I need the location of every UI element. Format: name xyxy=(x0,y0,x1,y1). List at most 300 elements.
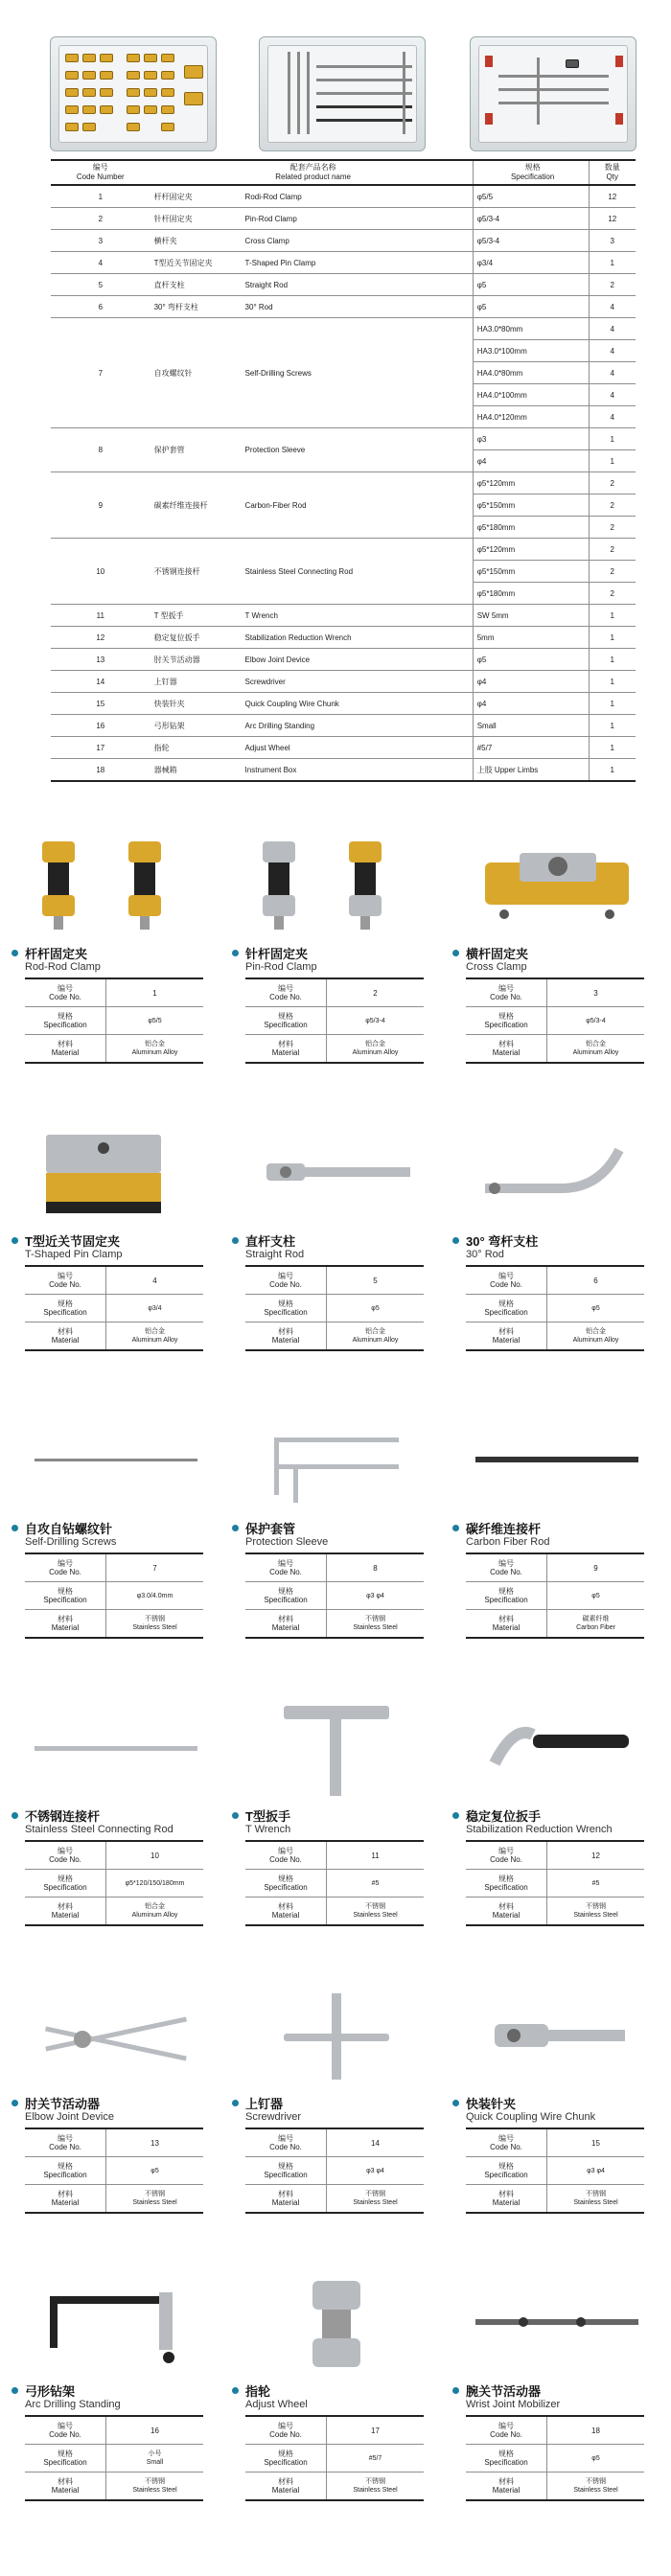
row-qty: 1 xyxy=(589,649,636,671)
row-name-en: Screwdriver xyxy=(245,671,474,693)
product-name-cn: 肘关节活动器 xyxy=(25,2097,101,2111)
product-name-en: Rod-Rod Clamp xyxy=(25,961,101,973)
row-code: 18 xyxy=(51,759,150,782)
material-value: 不锈钢 Stainless Steel xyxy=(547,2472,645,2501)
row-spec: φ5/3-4 xyxy=(473,208,589,230)
product-heading xyxy=(25,1234,207,1261)
row-spec: φ4 xyxy=(473,450,589,472)
product-name-cn: 弓形钻架 xyxy=(25,2384,76,2399)
row-spec: HA3.0*80mm xyxy=(473,318,589,340)
spec-label: 规格 Specification xyxy=(245,1007,327,1035)
product-heading xyxy=(245,947,428,974)
row-qty: 1 xyxy=(589,252,636,274)
row-code: 2 xyxy=(51,208,150,230)
row-name-cn: 指轮 xyxy=(150,737,245,759)
bullet-icon xyxy=(452,2387,459,2394)
product-name-cn: 稳定复位扳手 xyxy=(466,1809,542,1824)
code-label: 编号 Code No. xyxy=(245,978,327,1007)
row-qty: 4 xyxy=(589,296,636,318)
table-row xyxy=(51,296,636,318)
material-label: 材料 Material xyxy=(245,1322,327,1351)
row-name-en: Self-Drilling Screws xyxy=(245,318,474,428)
table-row xyxy=(51,428,636,450)
row-spec: 上肢 Upper Limbs xyxy=(473,759,589,782)
table-row xyxy=(245,1582,424,1610)
table-row xyxy=(245,2445,424,2472)
product-spec-table xyxy=(245,2128,424,2214)
spec-value: φ5*120/150/180mm xyxy=(106,1870,204,1898)
product-photo xyxy=(245,1409,428,1514)
table-row xyxy=(25,1007,203,1035)
row-spec: HA4.0*120mm xyxy=(473,406,589,428)
table-row xyxy=(25,1553,203,1582)
product-name-en: Arc Drilling Standing xyxy=(25,2399,121,2410)
product-name-en: Straight Rod xyxy=(245,1249,305,1260)
spec-value: 小号 Small xyxy=(106,2445,204,2472)
product-name-en: Stainless Steel Connecting Rod xyxy=(25,1824,174,1835)
row-name-cn: 30° 弯杆支柱 xyxy=(150,296,245,318)
table-row xyxy=(51,759,636,782)
code-label: 编号 Code No. xyxy=(466,1553,547,1582)
table-row xyxy=(466,1322,644,1351)
bullet-icon xyxy=(12,2100,18,2106)
code-label: 编号 Code No. xyxy=(25,1266,106,1295)
bullet-icon xyxy=(452,1525,459,1531)
bullet-icon xyxy=(12,950,18,956)
material-label: 材料 Material xyxy=(25,1035,106,1064)
table-row xyxy=(466,1870,644,1898)
product-name-en: Quick Coupling Wire Chunk xyxy=(466,2111,596,2123)
code-value: 3 xyxy=(547,978,645,1007)
product-heading xyxy=(25,2384,207,2411)
product-heading xyxy=(466,947,648,974)
table-row xyxy=(25,1870,203,1898)
material-label: 材料 Material xyxy=(25,1610,106,1639)
table-row xyxy=(245,1841,424,1870)
code-label: 编号 Code No. xyxy=(245,1553,327,1582)
table-row xyxy=(466,1035,644,1064)
row-name-en: Carbon-Fiber Rod xyxy=(245,472,474,539)
row-qty: 2 xyxy=(589,494,636,517)
table-row xyxy=(51,627,636,649)
table-row xyxy=(51,539,636,561)
spec-value: φ5 xyxy=(547,1582,645,1610)
material-value: 铝合金 Aluminum Alloy xyxy=(106,1898,204,1926)
bullet-icon xyxy=(452,2100,459,2106)
table-row xyxy=(245,1322,424,1351)
table-row xyxy=(245,1007,424,1035)
table-row xyxy=(245,2128,424,2157)
code-value: 11 xyxy=(327,1841,425,1870)
material-value: 不锈钢 Stainless Steel xyxy=(547,1898,645,1926)
material-label: 材料 Material xyxy=(25,1322,106,1351)
material-label: 材料 Material xyxy=(25,1898,106,1926)
material-value: 不锈钢 Stainless Steel xyxy=(106,1610,204,1639)
product-photo xyxy=(25,1409,207,1514)
table-row xyxy=(245,978,424,1007)
product-spec-table xyxy=(245,1840,424,1926)
table-row xyxy=(466,1841,644,1870)
row-name-en: Elbow Joint Device xyxy=(245,649,474,671)
row-name-en: Rodi-Rod Clamp xyxy=(245,185,474,208)
product-photo xyxy=(245,2271,428,2377)
material-label: 材料 Material xyxy=(466,1035,547,1064)
row-qty: 1 xyxy=(589,715,636,737)
table-row xyxy=(51,318,636,340)
spec-value: φ3.0/4.0mm xyxy=(106,1582,204,1610)
table-row xyxy=(245,1266,424,1295)
table-row xyxy=(25,1266,203,1295)
row-spec: φ4 xyxy=(473,671,589,693)
code-value: 14 xyxy=(327,2128,425,2157)
spec-value: #5/7 xyxy=(327,2445,425,2472)
product-spec-table xyxy=(25,1840,203,1926)
product-name-cn: 30° 弯杆支柱 xyxy=(466,1234,539,1249)
code-label: 编号 Code No. xyxy=(245,1266,327,1295)
product-name-cn: T型扳手 xyxy=(245,1809,290,1824)
product-spec-table xyxy=(25,1552,203,1639)
product-heading xyxy=(25,2097,207,2124)
table-row xyxy=(245,1553,424,1582)
row-spec: φ5*150mm xyxy=(473,561,589,583)
bullet-icon xyxy=(452,1812,459,1819)
table-row xyxy=(466,2128,644,2157)
product-spec-table xyxy=(25,2415,203,2501)
product-photo xyxy=(25,2271,207,2377)
table-row xyxy=(466,2157,644,2185)
spec-value: #5 xyxy=(547,1870,645,1898)
product-name-en: Screwdriver xyxy=(245,2111,302,2123)
product-spec-table xyxy=(245,978,424,1064)
table-row xyxy=(51,605,636,627)
code-value: 5 xyxy=(327,1266,425,1295)
product-heading xyxy=(466,1522,648,1549)
row-code: 15 xyxy=(51,693,150,715)
spec-value: φ5 xyxy=(106,2157,204,2185)
product-photo xyxy=(466,834,648,939)
table-row xyxy=(466,1295,644,1322)
table-row xyxy=(245,1295,424,1322)
bullet-icon xyxy=(232,1525,239,1531)
table-row xyxy=(51,715,636,737)
table-row xyxy=(25,2157,203,2185)
material-value: 铝合金 Aluminum Alloy xyxy=(327,1322,425,1351)
code-value: 1 xyxy=(106,978,204,1007)
table-row xyxy=(466,1610,644,1639)
spec-label: 规格 Specification xyxy=(466,1582,547,1610)
row-name-cn: 弓形钻架 xyxy=(150,715,245,737)
row-spec: φ5*120mm xyxy=(473,472,589,494)
table-row xyxy=(51,252,636,274)
table-row xyxy=(25,2128,203,2157)
table-row xyxy=(466,1007,644,1035)
table-row xyxy=(25,1035,203,1064)
row-qty: 1 xyxy=(589,693,636,715)
material-value: 不锈钢 Stainless Steel xyxy=(327,2185,425,2214)
row-qty: 1 xyxy=(589,627,636,649)
row-spec: Small xyxy=(473,715,589,737)
table-row xyxy=(51,737,636,759)
row-name-cn: 针杆固定夹 xyxy=(150,208,245,230)
row-code: 12 xyxy=(51,627,150,649)
table-row xyxy=(245,2416,424,2445)
product-name-en: Wrist Joint Mobilizer xyxy=(466,2399,561,2410)
table-row xyxy=(25,2472,203,2501)
spec-label: 规格 Specification xyxy=(25,2445,106,2472)
code-label: 编号 Code No. xyxy=(466,1266,547,1295)
product-name-cn: 杆杆固定夹 xyxy=(25,947,88,961)
product-spec-table xyxy=(25,2128,203,2214)
row-spec: φ5*180mm xyxy=(473,583,589,605)
bullet-icon xyxy=(452,1237,459,1244)
spec-label: 规格 Specification xyxy=(25,1870,106,1898)
row-spec: φ5/3-4 xyxy=(473,230,589,252)
row-name-en: Cross Clamp xyxy=(245,230,474,252)
row-qty: 4 xyxy=(589,384,636,406)
table-row xyxy=(25,2445,203,2472)
row-spec: φ5*120mm xyxy=(473,539,589,561)
row-name-en: T Wrench xyxy=(245,605,474,627)
code-label: 编号 Code No. xyxy=(245,1841,327,1870)
component-spec-table xyxy=(51,159,636,782)
table-row xyxy=(25,1610,203,1639)
product-heading xyxy=(25,1522,207,1549)
material-label: 材料 Material xyxy=(466,1322,547,1351)
material-label: 材料 Material xyxy=(25,2185,106,2214)
col-header-name: 配套产品名称 Related product name xyxy=(150,160,474,185)
code-value: 7 xyxy=(106,1553,204,1582)
row-code: 3 xyxy=(51,230,150,252)
product-photo xyxy=(466,1696,648,1802)
row-spec: φ3 xyxy=(473,428,589,450)
material-label: 材料 Material xyxy=(466,1898,547,1926)
row-name-cn: 自攻螺纹针 xyxy=(150,318,245,428)
tray-photo-instruments xyxy=(470,36,636,151)
table-row xyxy=(51,208,636,230)
code-value: 6 xyxy=(547,1266,645,1295)
row-qty: 12 xyxy=(589,185,636,208)
row-qty: 1 xyxy=(589,428,636,450)
product-spec-table xyxy=(466,2128,644,2214)
spec-label: 规格 Specification xyxy=(245,2445,327,2472)
col-header-qty: 数量 Qty xyxy=(589,160,636,185)
product-photo xyxy=(466,1984,648,2089)
spec-label: 规格 Specification xyxy=(25,1295,106,1322)
material-value: 铝合金 Aluminum Alloy xyxy=(547,1035,645,1064)
spec-label: 规格 Specification xyxy=(245,2157,327,2185)
row-code: 11 xyxy=(51,605,150,627)
bullet-icon xyxy=(12,1237,18,1244)
material-label: 材料 Material xyxy=(25,2472,106,2501)
spec-value: φ3 φ4 xyxy=(327,1582,425,1610)
product-spec-table xyxy=(466,1840,644,1926)
material-value: 不锈钢 Stainless Steel xyxy=(547,2185,645,2214)
product-spec-table xyxy=(245,1265,424,1351)
row-qty: 4 xyxy=(589,340,636,362)
material-value: 铝合金 Aluminum Alloy xyxy=(106,1322,204,1351)
row-spec: φ5 xyxy=(473,274,589,296)
row-name-en: 30° Rod xyxy=(245,296,474,318)
row-spec: φ5 xyxy=(473,296,589,318)
code-label: 编号 Code No. xyxy=(466,2416,547,2445)
product-name-en: Cross Clamp xyxy=(466,961,527,973)
row-name-en: Adjust Wheel xyxy=(245,737,474,759)
spec-value: φ5/5 xyxy=(106,1007,204,1035)
table-row xyxy=(25,1841,203,1870)
spec-label: 规格 Specification xyxy=(245,1295,327,1322)
product-spec-table xyxy=(466,1265,644,1351)
code-label: 编号 Code No. xyxy=(466,1841,547,1870)
row-name-en: Stabilization Reduction Wrench xyxy=(245,627,474,649)
table-row xyxy=(245,1035,424,1064)
row-spec: φ5 xyxy=(473,649,589,671)
row-name-cn: 直杆支柱 xyxy=(150,274,245,296)
product-name-en: T-Shaped Pin Clamp xyxy=(25,1249,123,1260)
product-heading xyxy=(25,947,207,974)
row-code: 7 xyxy=(51,318,150,428)
row-name-cn: T型近关节固定夹 xyxy=(150,252,245,274)
material-value: 铝合金 Aluminum Alloy xyxy=(547,1322,645,1351)
spec-label: 规格 Specification xyxy=(245,1870,327,1898)
code-value: 10 xyxy=(106,1841,204,1870)
table-row xyxy=(466,1582,644,1610)
row-spec: φ5*180mm xyxy=(473,517,589,539)
row-name-en: Protection Sleeve xyxy=(245,428,474,472)
table-row xyxy=(466,2472,644,2501)
spec-value: φ3 φ4 xyxy=(547,2157,645,2185)
row-code: 4 xyxy=(51,252,150,274)
row-code: 10 xyxy=(51,539,150,605)
table-row xyxy=(245,2157,424,2185)
table-row xyxy=(245,1898,424,1926)
spec-label: 规格 Specification xyxy=(466,2445,547,2472)
row-code: 6 xyxy=(51,296,150,318)
spec-label: 规格 Specification xyxy=(466,1870,547,1898)
code-label: 编号 Code No. xyxy=(245,2416,327,2445)
product-heading xyxy=(245,2384,428,2411)
product-spec-table xyxy=(25,1265,203,1351)
product-heading xyxy=(245,2097,428,2124)
row-qty: 2 xyxy=(589,583,636,605)
product-name-en: Self-Drilling Screws xyxy=(25,1536,117,1548)
instrument-tray-photos xyxy=(50,36,635,153)
product-spec-table xyxy=(466,1552,644,1639)
row-spec: HA3.0*100mm xyxy=(473,340,589,362)
product-heading xyxy=(466,2384,648,2411)
material-label: 材料 Material xyxy=(245,1035,327,1064)
row-code: 13 xyxy=(51,649,150,671)
bullet-icon xyxy=(12,1525,18,1531)
bullet-icon xyxy=(232,1812,239,1819)
row-name-en: Pin-Rod Clamp xyxy=(245,208,474,230)
product-name-cn: 上钉器 xyxy=(245,2097,284,2111)
product-heading xyxy=(245,1522,428,1549)
material-value: 不锈钢 Stainless Steel xyxy=(327,1898,425,1926)
row-name-en: Quick Coupling Wire Chunk xyxy=(245,693,474,715)
product-photo xyxy=(25,834,207,939)
row-spec: φ4 xyxy=(473,693,589,715)
product-name-cn: 保护套管 xyxy=(245,1522,296,1536)
spec-value: φ3/4 xyxy=(106,1295,204,1322)
table-row xyxy=(466,2416,644,2445)
row-qty: 2 xyxy=(589,472,636,494)
code-label: 编号 Code No. xyxy=(466,2128,547,2157)
product-name-cn: 自攻自钻螺纹针 xyxy=(25,1522,113,1536)
row-spec: #5/7 xyxy=(473,737,589,759)
product-spec-table xyxy=(245,2415,424,2501)
code-label: 编号 Code No. xyxy=(245,2128,327,2157)
bullet-icon xyxy=(232,2387,239,2394)
product-name-cn: 快装针夹 xyxy=(466,2097,517,2111)
row-name-en: Instrument Box xyxy=(245,759,474,782)
table-row xyxy=(25,1582,203,1610)
spec-label: 规格 Specification xyxy=(466,1007,547,1035)
table-row xyxy=(25,1295,203,1322)
row-name-en: Straight Rod xyxy=(245,274,474,296)
product-name-cn: 横杆固定夹 xyxy=(466,947,529,961)
code-value: 16 xyxy=(106,2416,204,2445)
material-label: 材料 Material xyxy=(245,1898,327,1926)
table-row xyxy=(466,2445,644,2472)
product-heading xyxy=(245,1809,428,1836)
material-label: 材料 Material xyxy=(245,2185,327,2214)
row-qty: 4 xyxy=(589,362,636,384)
row-qty: 2 xyxy=(589,561,636,583)
row-name-cn: 碳素纤维连接杆 xyxy=(150,472,245,539)
table-row xyxy=(25,978,203,1007)
table-row xyxy=(245,1870,424,1898)
product-photo xyxy=(25,1984,207,2089)
table-row xyxy=(51,274,636,296)
row-name-cn: T 型扳手 xyxy=(150,605,245,627)
product-photo xyxy=(245,1121,428,1227)
bullet-icon xyxy=(232,950,239,956)
code-value: 2 xyxy=(327,978,425,1007)
spec-label: 规格 Specification xyxy=(25,2157,106,2185)
material-value: 铝合金 Aluminum Alloy xyxy=(106,1035,204,1064)
product-photo xyxy=(466,1409,648,1514)
row-code: 14 xyxy=(51,671,150,693)
bullet-icon xyxy=(232,2100,239,2106)
table-row xyxy=(466,978,644,1007)
row-name-cn: 横杆夹 xyxy=(150,230,245,252)
row-qty: 12 xyxy=(589,208,636,230)
table-row xyxy=(25,1322,203,1351)
material-label: 材料 Material xyxy=(466,1610,547,1639)
code-label: 编号 Code No. xyxy=(25,1553,106,1582)
material-label: 材料 Material xyxy=(245,1610,327,1639)
row-qty: 1 xyxy=(589,759,636,782)
material-value: 碳素纤维 Carbon Fiber xyxy=(547,1610,645,1639)
product-photo xyxy=(25,1696,207,1802)
row-qty: 1 xyxy=(589,450,636,472)
material-value: 不锈钢 Stainless Steel xyxy=(327,2472,425,2501)
tray-photo-rods xyxy=(259,36,426,151)
spec-label: 规格 Specification xyxy=(466,1295,547,1322)
spec-value: φ5 xyxy=(327,1295,425,1322)
bullet-icon xyxy=(12,1812,18,1819)
product-heading xyxy=(245,1234,428,1261)
table-row xyxy=(466,1898,644,1926)
material-label: 材料 Material xyxy=(466,2472,547,2501)
material-label: 材料 Material xyxy=(466,2185,547,2214)
table-row xyxy=(245,2472,424,2501)
row-code: 5 xyxy=(51,274,150,296)
code-value: 15 xyxy=(547,2128,645,2157)
product-photo xyxy=(466,1121,648,1227)
material-value: 不锈钢 Stainless Steel xyxy=(106,2185,204,2214)
row-name-cn: 上钉器 xyxy=(150,671,245,693)
